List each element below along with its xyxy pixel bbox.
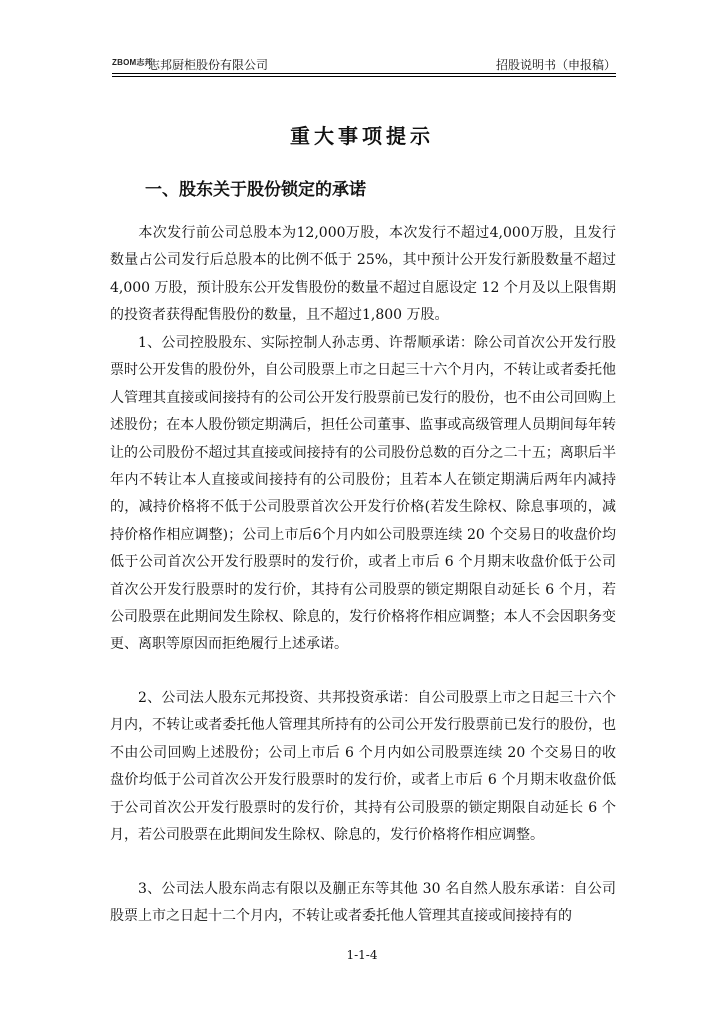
paragraph-2-text: 1、公司控股股东、实际控制人孙志勇、许帮顺承诺：除公司首次公开发行股票时公开发售的股份外，自公司股票上市之日起三十六个月内，不转让或者委托他人管理其直接或间接持有的公司公开发行股票前已发行的股份，也不由公司回购上述股份；在本人股份锁定期满后，担任公司董事、监事或高级管理人员期间每年转让的公司股份不超过其直接或间接持有的公司股份总数的百分之二十五；离职后半年内不转让本人直接或间接持有的公司股份；且若本人在锁定期满后两年内减持的，减持价格将不低于公司股票首次公开发行价格(若发生除权、除息事项的，减持价格作相应调整)；公司上市后6个月内如公司股票连续 20 个交易日的收盘价均低于公司首次公开发行股票时的发行价，或者上市后 6 个月期末收盘价低于公司首次公开发行股票时的发行价，其持有公司股票的锁定期限自动延长 6 个月，若公司股票在此期间发生除权、除息的，发行价格将作相应调整；本人不会因职务变更、离职等原因而拒绝履行上述承诺。	[110, 335, 616, 653]
page-number: 1-1-4	[346, 948, 378, 962]
paragraph-4	[110, 876, 616, 931]
paragraph-4-text: 3、公司法人股东尚志有限以及蒯正东等其他 30 名自然人股东承诺：自公司股票上市之日起十二个月内，不转让或者委托他人管理其直接或间接持有的	[110, 881, 616, 925]
paragraph-1-text: 本次发行前公司总股本为12,000万股，本次发行不超过4,000万股，且发行数量占公司发行后总股本的比例不低于 25%，其中预计公开发行新股数量不超过 4,000 万股，预计股东公开发售股份的数量不超过自愿设定 12 个月及以上限售期的投资者获得配售股份的数量，且不超过1,800 万股。	[110, 225, 616, 324]
header-document-title: 招股说明书（申报稿）	[495, 58, 616, 72]
page-title: 重大事项提示	[290, 124, 434, 148]
header-company-name: 志邦厨柜股份有限公司	[148, 58, 269, 72]
header-rule-top	[112, 73, 616, 74]
section-heading: 一、股东关于股份锁定的承诺	[145, 180, 366, 200]
header-rule-bottom	[112, 76, 616, 77]
page-header	[112, 52, 616, 78]
paragraph-2	[110, 330, 616, 659]
paragraph-1	[110, 220, 616, 330]
paragraph-3	[110, 685, 616, 849]
paragraph-3-text: 2、公司法人股东元邦投资、共邦投资承诺：自公司股票上市之日起三十六个月内，不转让或者委托他人管理其所持有的公司公开发行股票前已发行的股份，也不由公司回购上述股份；公司上市后 6 个月内如公司股票连续 20 个交易日的收盘价均低于公司首次公开发行股票时的发行价，或者上市后 6 个月期末收盘价低于公司首次公开发行股票时的发行价，其持有公司股票的锁定期限自动延长 6 个月，若公司股票在此期间发生除权、除息的，发行价格将作相应调整。	[110, 690, 616, 844]
company-logo: ZBOM志邦	[112, 58, 153, 67]
